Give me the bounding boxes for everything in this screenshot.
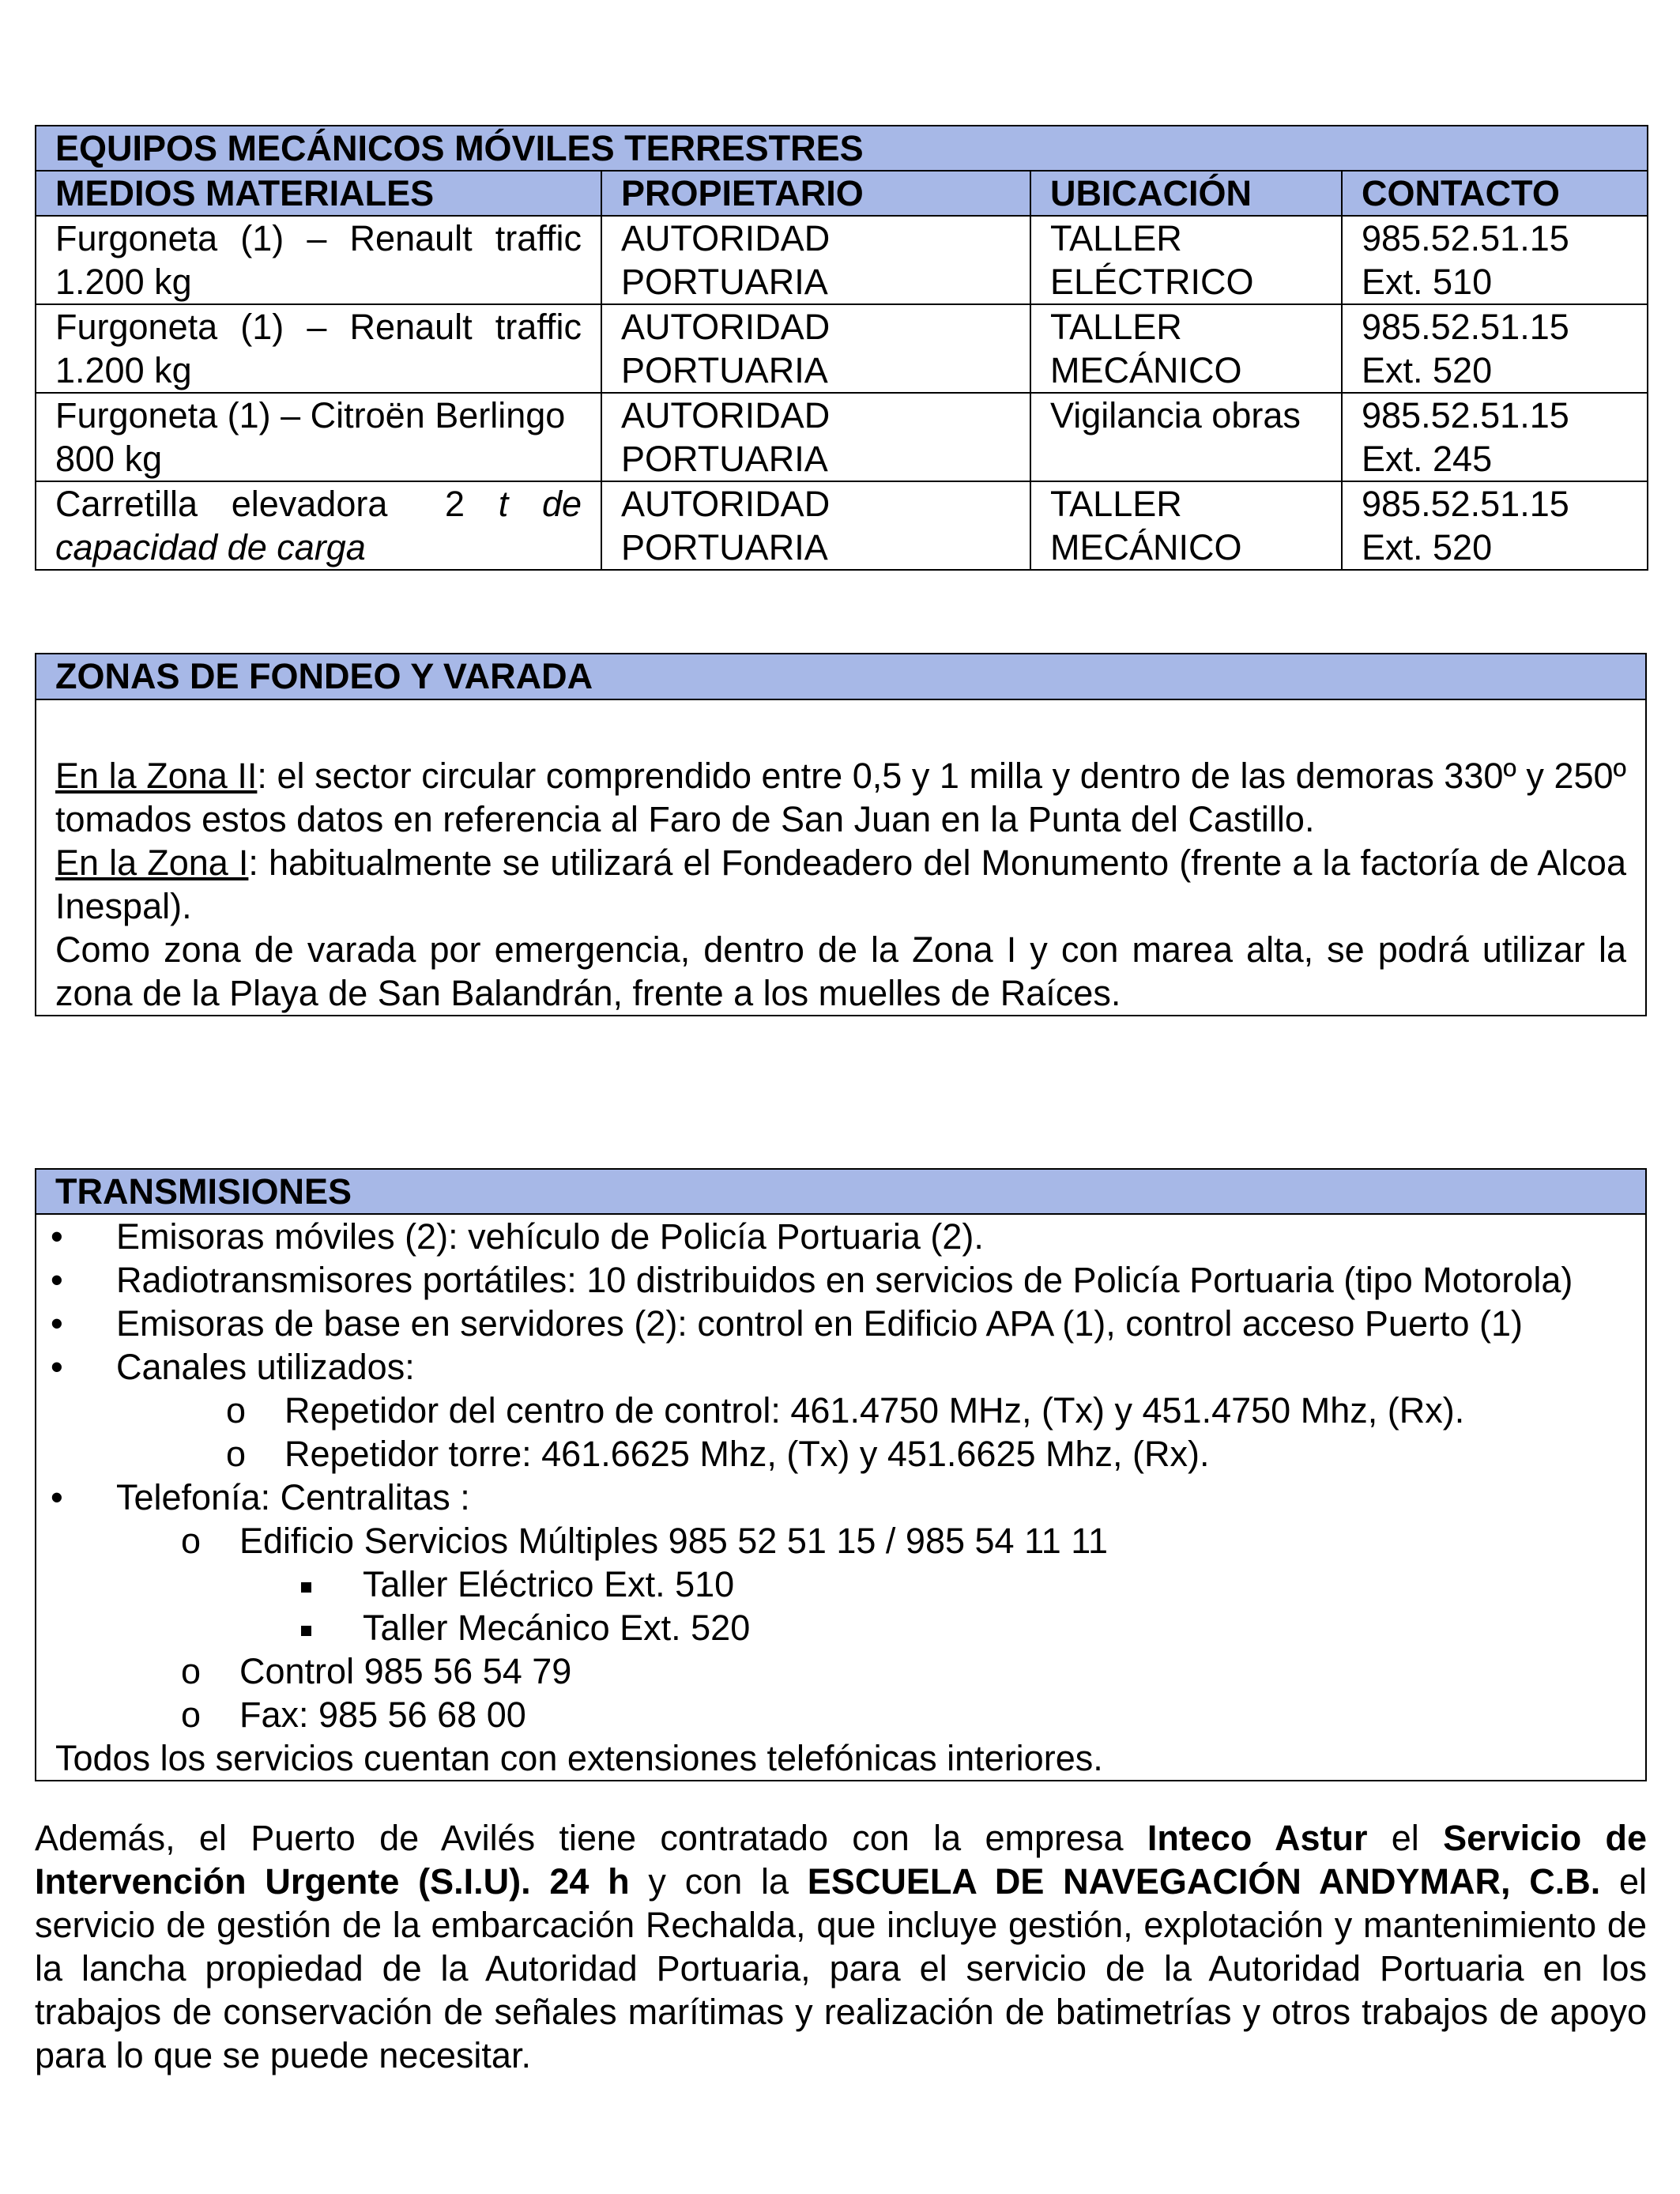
equipos-title: EQUIPOS MECÁNICOS MÓVILES TERRESTRES [36, 126, 1648, 171]
medio-line2: capacidad de carga [55, 527, 366, 567]
ubicacion-line1: Vigilancia obras [1050, 395, 1301, 435]
propietario-line1: AUTORIDAD [621, 484, 831, 524]
contacto-line2: Ext. 510 [1362, 262, 1493, 302]
closing-bold: Inteco Astur [1147, 1818, 1368, 1858]
list-item [36, 1606, 1626, 1649]
circle-bullet-icon: o [181, 1651, 202, 1691]
bullet-icon: • [51, 1347, 63, 1387]
propietario-line1: AUTORIDAD [621, 307, 831, 347]
ubicacion-line2: MECÁNICO [1050, 350, 1242, 390]
word: t [498, 484, 509, 524]
square-bullet-icon [301, 1563, 311, 1606]
table-row [36, 216, 1648, 304]
medio-line2: 1.200 kg [55, 350, 192, 390]
zona2-paragraph [55, 754, 1626, 841]
list-item-text: Taller Eléctrico Ext. 510 [363, 1564, 735, 1604]
contacto-line2: Ext. 520 [1362, 350, 1493, 390]
zona2-label: En la Zona II [55, 756, 258, 796]
contacto-line2: Ext. 520 [1362, 527, 1493, 567]
closing-bold: ESCUELA DE NAVEGACIÓN ANDYMAR, C.B. [807, 1861, 1601, 1902]
circle-bullet-icon: o [181, 1695, 202, 1735]
medio-line2: 800 kg [55, 439, 163, 479]
table-row [36, 393, 1648, 481]
table-row [36, 304, 1648, 393]
zona1-label: En la Zona I [55, 843, 249, 883]
propietario-line2: PORTUARIA [621, 262, 828, 302]
list-item [36, 1432, 1626, 1476]
bullet-icon: • [51, 1216, 63, 1257]
ubicacion-line1: TALLER [1050, 218, 1182, 258]
bullet-icon: • [51, 1477, 63, 1517]
medio-line1 [55, 482, 582, 526]
propietario-line1: AUTORIDAD [621, 395, 831, 435]
col-header-propietario: PROPIETARIO [601, 171, 1030, 216]
list-item-text: Repetidor del centro de control: 461.4750 MHz, (Tx) y 451.4750 Mhz, (Rx). [284, 1390, 1465, 1431]
list-item-text: Taller Mecánico Ext. 520 [363, 1608, 751, 1648]
bullet-icon: • [51, 1260, 63, 1300]
closing-text: Además, el Puerto de Avilés tiene contratado con la empresa [35, 1818, 1147, 1858]
list-item [36, 1302, 1626, 1345]
zona1-text: : habitualmente se utilizará el Fondeadero del Monumento (frente a la factoría de Alcoa Inespal). [55, 843, 1626, 926]
ubicacion-line2: MECÁNICO [1050, 527, 1242, 567]
medio-line1: Furgoneta (1) – Renault traffic [55, 307, 582, 347]
circle-bullet-icon: o [181, 1521, 202, 1561]
list-item [36, 1389, 1626, 1432]
zona2-text: : el sector circular comprendido entre 0,5 y 1 milla y dentro de las demoras 330º y 250º tomados estos datos en referencia al Faro de San Juan en la Punta del Castillo. [55, 756, 1626, 839]
varada-paragraph: Como zona de varada por emergencia, dentro de la Zona I y con marea alta, se podrá utilizar la zona de la Playa de San Balandrán, frente a los muelles de Raíces. [55, 929, 1626, 1013]
word: elevadora [231, 484, 388, 524]
zonas-body [36, 699, 1646, 1016]
propietario-line2: PORTUARIA [621, 439, 828, 479]
list-item [36, 1476, 1626, 1519]
bullet-icon: • [51, 1303, 63, 1344]
circle-bullet-icon: o [226, 1390, 247, 1431]
medio-line1: Furgoneta (1) – Citroën Berlingo [55, 395, 566, 435]
contacto-line1: 985.52.51.15 [1362, 307, 1569, 347]
ubicacion-line1: TALLER [1050, 307, 1182, 347]
list-item [36, 1563, 1626, 1606]
zona1-paragraph [55, 841, 1626, 928]
list-item [36, 1215, 1626, 1258]
list-item-text: Radiotransmisores portátiles: 10 distribuidos en servicios de Policía Portuaria (tipo Motorola) [116, 1260, 1573, 1300]
list-item-text: Control 985 56 54 79 [239, 1651, 572, 1691]
col-header-contacto: CONTACTO [1342, 171, 1648, 216]
list-item-text: Emisoras móviles (2): vehículo de Policía Portuaria (2). [116, 1216, 984, 1257]
transmisiones-footer: Todos los servicios cuentan con extensiones telefónicas interiores. [55, 1738, 1103, 1778]
contacto-line1: 985.52.51.15 [1362, 395, 1569, 435]
list-item [36, 1649, 1626, 1693]
propietario-line2: PORTUARIA [621, 350, 828, 390]
transmisiones-title: TRANSMISIONES [36, 1169, 1646, 1214]
col-header-ubicacion: UBICACIÓN [1030, 171, 1342, 216]
list-item [36, 1258, 1626, 1302]
list-item-text: Canales utilizados: [116, 1347, 415, 1387]
equipos-table [35, 125, 1648, 571]
closing-text: y con la [629, 1861, 808, 1902]
medio-line1: Furgoneta (1) – Renault traffic [55, 218, 582, 258]
closing-text: el servicio de gestión de la embarcación Rechalda, que incluye gestión, explotación y mantenimiento de la lancha propiedad de la Autoridad Portuaria, para el servicio de la Autoridad Portuaria en los trabajos de conservación de señales marítimas y realización de batimetrías y otros trabajos de apoyo para lo que se puede necesitar. [35, 1861, 1648, 2075]
word: 2 [445, 484, 465, 524]
word: de [541, 484, 582, 524]
propietario-line2: PORTUARIA [621, 527, 828, 567]
list-item-text: Repetidor torre: 461.6625 Mhz, (Tx) y 451.6625 Mhz, (Rx). [284, 1434, 1210, 1474]
list-item [36, 1519, 1626, 1563]
contacto-line2: Ext. 245 [1362, 439, 1493, 479]
list-item-text: Telefonía: Centralitas : [116, 1477, 470, 1517]
square-bullet-icon [301, 1606, 311, 1649]
closing-text: el [1367, 1818, 1444, 1858]
propietario-line1: AUTORIDAD [621, 218, 831, 258]
medio-line2: 1.200 kg [55, 262, 192, 302]
ubicacion-line1: TALLER [1050, 484, 1182, 524]
col-header-medios: MEDIOS MATERIALES [36, 171, 601, 216]
list-item-text: Emisoras de base en servidores (2): control en Edificio APA (1), control acceso Puerto (1) [116, 1303, 1523, 1344]
closing-bold: Servicio de Intervención Urgente (S.I.U). 24 h [35, 1818, 1648, 1902]
transmisiones-table [35, 1168, 1647, 1781]
contacto-line1: 985.52.51.15 [1362, 484, 1569, 524]
circle-bullet-icon: o [226, 1434, 247, 1474]
ubicacion-line2: ELÉCTRICO [1050, 262, 1254, 302]
table-row [36, 481, 1648, 570]
transmisiones-body [36, 1214, 1646, 1781]
closing-paragraph [35, 1816, 1647, 2077]
zonas-table [35, 653, 1647, 1016]
list-item-text: Edificio Servicios Múltiples 985 52 51 15 / 985 54 11 11 [239, 1521, 1109, 1561]
zonas-title: ZONAS DE FONDEO Y VARADA [36, 654, 1646, 699]
contacto-line1: 985.52.51.15 [1362, 218, 1569, 258]
list-item-text: Fax: 985 56 68 00 [239, 1695, 526, 1735]
list-item [36, 1345, 1626, 1389]
list-item [36, 1693, 1626, 1736]
word: Carretilla [55, 484, 198, 524]
